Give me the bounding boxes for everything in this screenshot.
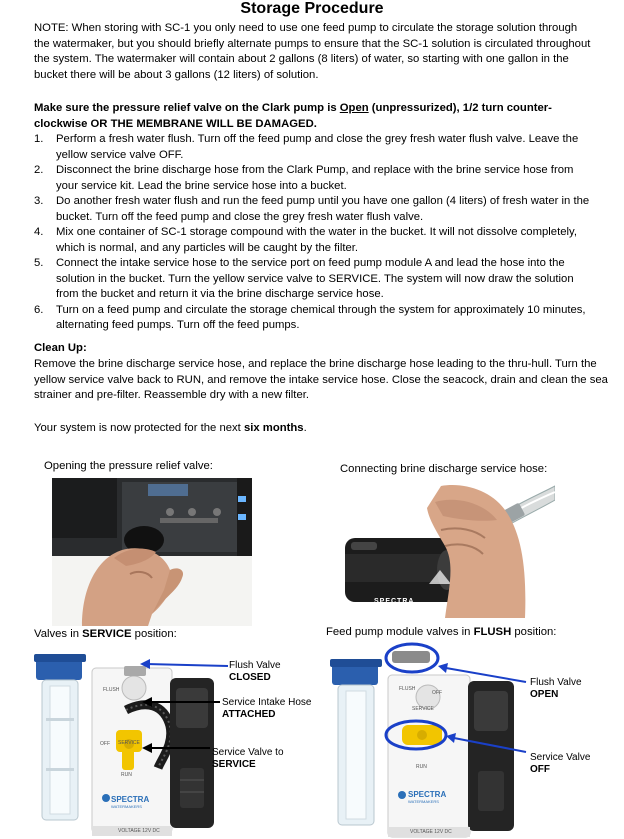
label-intake-hose — [222, 697, 312, 721]
steps-list — [34, 132, 594, 334]
label-flush-valve-open — [530, 677, 582, 701]
list-item — [34, 303, 594, 334]
caption-brine-hose: Connecting brine discharge service hose: — [340, 463, 548, 475]
label-flush-valve-closed — [229, 660, 281, 684]
step-text: Do another fresh water flush and run the feed pump until you have one gallon (4 liters) of fresh water in the bucket. Turn off the feed pump and close the grey fresh water flush valve. — [56, 195, 590, 223]
warning-paragraph — [34, 101, 594, 132]
label-intake: Service Intake Hose — [222, 697, 312, 708]
left-device-brand: SPECTRA — [111, 795, 150, 804]
list-item — [34, 256, 594, 303]
step-text: Disconnect the brine discharge hose from the Clark Pump, and replace with the brine service hose from your service kit. Lead the brine service hose into a bucket. — [56, 164, 574, 192]
step-text: Connect the intake service hose to the service port on feed pump module A and lead the hose into the solution in the bucket. Turn the yellow service valve to SERVICE. The system will now draw the solution from the bucket and return it via the brine discharge service hose. — [56, 257, 574, 300]
left-device-run-label: RUN — [121, 772, 132, 778]
protected-pre: Your system is now protected for the next — [34, 422, 244, 434]
caption-service-post: position: — [131, 628, 177, 640]
caption-flush-bold: FLUSH — [473, 626, 512, 638]
caption-flush-position — [326, 626, 556, 638]
warning-open: Open — [339, 102, 369, 114]
left-device-service-label: SERVICE — [118, 740, 140, 746]
step-number: 2. — [34, 164, 44, 176]
label-service-valve-off — [530, 752, 590, 776]
list-item — [34, 163, 594, 194]
warning-post: (unpressurized), 1/2 turn counter-clockwise OR THE MEMBRANE WILL BE DAMAGED. — [34, 102, 552, 130]
label-service-valve-text: Service Valve to — [212, 747, 284, 758]
caption-flush-post: position: — [511, 626, 557, 638]
caption-relief-valve: Opening the pressure relief valve: — [44, 460, 213, 472]
step-number: 1. — [34, 133, 44, 145]
step-number: 6. — [34, 303, 44, 316]
left-device-brand-sub: WATERMAKERS — [111, 804, 142, 809]
list-item — [34, 194, 594, 225]
right-device-brand-sub: WATERMAKERS — [408, 799, 439, 804]
left-device-flush-label: FLUSH — [103, 687, 120, 693]
label-attached: ATTACHED — [222, 709, 276, 720]
cleanup-paragraph: Remove the brine discharge service hose, and replace the brine discharge hose leading to the thru-hull. Turn the yellow service valve back to RUN, and remove the intake service hose. Close the seacock, drain and clean the sea strainer and pre-filter. Reassemble dry with a new filter. — [34, 358, 608, 401]
step-text: Perform a fresh water flush. Turn off the feed pump and close the grey fresh water flush valve. Leave the yellow service valve OFF. — [56, 133, 579, 161]
step-number: 3. — [34, 195, 44, 207]
caption-service-position — [34, 628, 177, 640]
label-flush-valve-right: Flush Valve — [530, 677, 582, 688]
step-number: 5. — [34, 257, 44, 269]
label-closed: CLOSED — [229, 672, 271, 683]
list-item — [34, 225, 594, 256]
caption-service-bold: SERVICE — [82, 628, 132, 640]
relief-valve-photo — [52, 478, 252, 626]
caption-flush-pre: Feed pump module valves in — [326, 626, 474, 638]
right-device-voltage: VOLTAGE 12V DC — [410, 829, 452, 835]
label-open: OPEN — [530, 689, 559, 700]
right-arrows — [380, 640, 530, 760]
brine-photo-brand: SPECTRA — [374, 598, 415, 605]
protected-line — [34, 421, 307, 437]
caption-service-pre: Valves in — [34, 628, 83, 640]
left-device-voltage: VOLTAGE 12V DC — [118, 828, 160, 834]
label-off: OFF — [530, 764, 550, 775]
protected-post: . — [303, 422, 307, 434]
label-service-valve-right: Service Valve — [530, 752, 591, 763]
right-device-service-label: SERVICE — [412, 706, 434, 712]
step-number: 4. — [34, 226, 44, 238]
left-device-off-label: OFF — [100, 741, 110, 747]
protected-bold: six months — [243, 422, 304, 434]
warning-pre: Make sure the pressure relief valve on the Clark pump is — [34, 102, 340, 114]
left-arrows — [130, 650, 230, 770]
step-text: Turn on a feed pump and circulate the storage chemical through the system for approximately 10 minutes, alternating feed pumps. Turn off the feed pumps. — [56, 303, 586, 331]
right-device-flush-label: FLUSH — [399, 686, 416, 692]
cleanup-heading: Clean Up: — [34, 342, 87, 354]
right-device-off-label: OFF — [432, 690, 442, 696]
right-device-brand: SPECTRA — [408, 790, 447, 799]
note-paragraph: NOTE: When storing with SC-1 you only need to use one feed pump to circulate the storage solution through the watermaker, but you should briefly alternate pumps to ensure that the SC-1 solution is circulated throughout the system. The watermaker will contain about 2 gallons (8 liters) of water, so starting with one gallon in the bucket there will be about 3 gallons (12 liters) of solution. — [34, 22, 591, 81]
page-title: Storage Procedure — [240, 0, 384, 17]
step-text: Mix one container of SC-1 storage compound with the water in the bucket. It will not dissolve completely, which is normal, and any particles will be caught by the filter. — [56, 226, 577, 254]
label-service: SERVICE — [212, 759, 256, 770]
right-device-run-label: RUN — [416, 764, 427, 770]
label-flush-valve: Flush Valve — [229, 660, 281, 671]
list-item — [34, 132, 594, 163]
